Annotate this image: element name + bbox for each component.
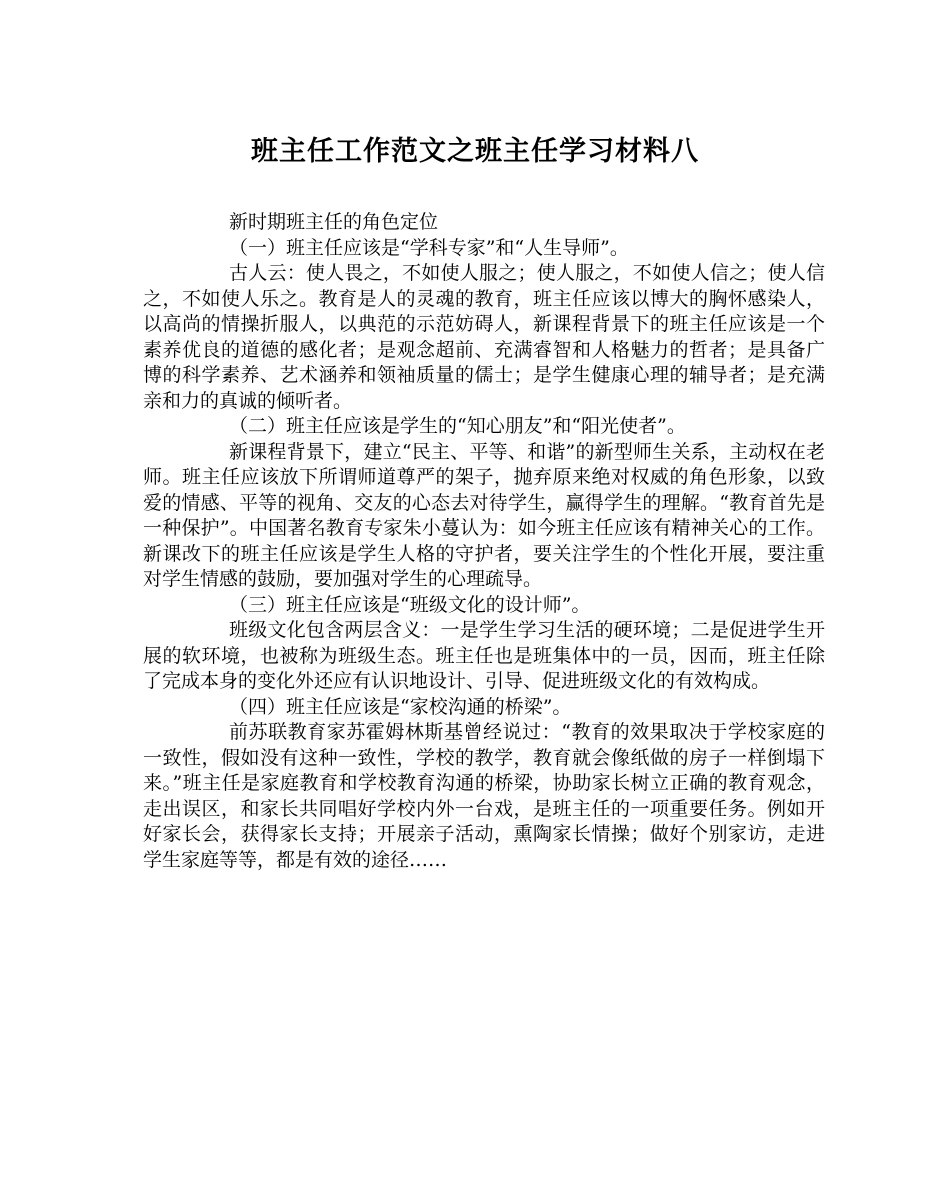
body-paragraph: 班级文化包含两层含义：一是学生学习生活的硬环境；二是促进学生开展的软环境，也被称为班级生态。班主任也是班集体中的一员，因而，班主任除了完成本身的变化外还应有认识地设计、引导、促进班级文化的有效构成。 <box>143 619 825 692</box>
body-paragraph: 新课程背景下，建立“民主、平等、和谐”的新型师生关系，主动权在老师。班主任应该放下所谓师道尊严的架子，抛弃原来绝对权威的角色形象，以致爱的情感、平等的视角、交友的心态去对待学生，赢得学生的理解。“教育首先是一种保护”。中国著名教育专家朱小蔓认为：如今班主任应该有精神关心的工作。新课改下的班主任应该是学生人格的守护者，要关注学生的个性化开展，要注重对学生情感的鼓励，要加强对学生的心理疏导。 <box>143 440 825 590</box>
subsection-heading-2: （二）班主任应该是学生的“知心朋友”和“阳光使者”。 <box>229 415 686 437</box>
subsection-heading-4: （四）班主任应该是“家校沟通的桥梁”。 <box>229 695 572 718</box>
section-heading: 新时期班主任的角色定位 <box>229 211 439 233</box>
body-paragraph: 前苏联教育家苏霍姆林斯基曾经说过：“教育的效果取决于学校家庭的一致性，假如没有这种一致性，学校的教学，教育就会像纸做的房子一样倒塌下来。”班主任是家庭教育和学校教育沟通的桥梁，协助家长树立正确的教育观念，走出误区，和家长共同唱好学校内外一台戏，是班主任的一项重要任务。例如开好家长会，获得家长支持；开展亲子活动，熏陶家长情操；做好个别家访，走进学生家庭等等，都是有效的途径…… <box>143 721 825 871</box>
document-title: 班主任工作范文之班主任学习材料八 <box>251 136 699 167</box>
subsection-heading-1: （一）班主任应该是“学科专家”和“人生导师”。 <box>229 236 629 259</box>
document-body <box>143 210 825 873</box>
subsection-heading-3: （三）班主任应该是“班级文化的设计师”。 <box>229 593 591 616</box>
body-paragraph: 古人云：使人畏之，不如使人服之；使人服之，不如使人信之；使人信之，不如使人乐之。教育是人的灵魂的教育，班主任应该以博大的胸怀感染人，以高尚的情操折服人，以典范的示范妨碍人，新课程背景下的班主任应该是一个素养优良的道德的感化者；是观念超前、充满睿智和人格魅力的哲者；是具备广博的科学素养、艺术涵养和领袖质量的儒士；是学生健康心理的辅导者；是充满亲和力的真诚的倾听者。 <box>143 262 825 412</box>
